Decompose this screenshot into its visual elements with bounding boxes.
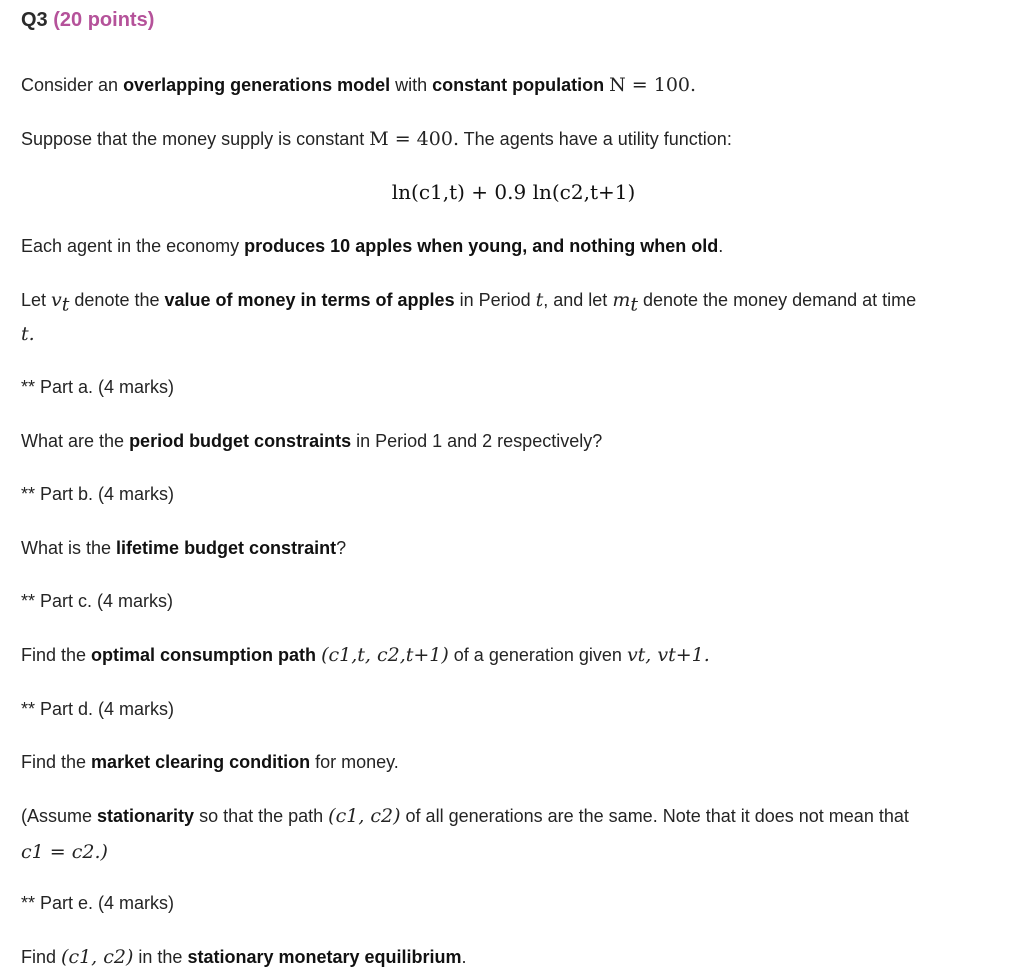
term-stationarity: stationarity (97, 806, 195, 826)
term-production: produces 10 apples when young, and nothing when old (244, 236, 719, 256)
term-stationary-equilibrium: stationary monetary equilibrium (187, 947, 462, 967)
part-e-heading: ** Part e. (4 marks) (21, 893, 175, 913)
question-title (21, 6, 154, 34)
intro-paragraph-4: Let $v_t$ denote the value of money in terms of apples in Period t, and let $m_t$ denote the money demand at time (21, 289, 917, 316)
term-value-of-money: value of money in terms of apples (164, 290, 455, 310)
part-b-question: What is the lifetime budget constraint? (21, 538, 347, 558)
utility-function: ln(c1,t) + 0.9 ln(c2,t+1) (391, 180, 636, 204)
population-equation: N = 100. (609, 74, 697, 96)
intro-paragraph-1: Consider an overlapping generations model with constant population N = 100. (21, 74, 697, 96)
part-a-question: What are the period budget constraints in Period 1 and 2 respectively? (21, 431, 603, 451)
var-v-t: v (51, 289, 62, 311)
question-number: Q3 (21, 9, 48, 31)
term-period-budget-constraints: period budget constraints (129, 431, 352, 451)
part-a-heading: ** Part a. (4 marks) (21, 377, 175, 397)
term-lifetime-budget-constraint: lifetime budget constraint (116, 538, 337, 558)
part-d-note: (Assume stationarity so that the path (c1, c2) of all generations are the same. Note that it does not mean that (21, 805, 909, 827)
intro-paragraph-2: Suppose that the money supply is constant M = 400. The agents have a utility function: (21, 128, 732, 150)
part-e-question: Find (c1, c2) in the stationary monetary equilibrium. (21, 946, 467, 968)
question-points: (20 points) (53, 9, 155, 31)
term-optimal-consumption-path: optimal consumption path (91, 645, 317, 665)
money-values: vt, vt+1. (626, 644, 710, 666)
consumption-pair: (c1, c2) (328, 805, 401, 827)
part-c-heading: ** Part c. (4 marks) (21, 591, 174, 611)
consumption-pair-e: (c1, c2) (61, 946, 134, 968)
part-d-question: Find the market clearing condition for money. (21, 752, 399, 772)
money-supply-equation: M = 400. (369, 128, 459, 150)
part-c-question: Find the optimal consumption path (c1,t, c2,t+1) of a generation given vt, vt+1. (21, 644, 710, 666)
part-b-heading: ** Part b. (4 marks) (21, 484, 175, 504)
part-d-note-line-2: c1 = c2.) (21, 841, 108, 863)
consumption-pair-t: (c1,t, c2,t+1) (321, 644, 449, 666)
var-m-t: m (612, 289, 631, 311)
var-t: t (535, 289, 544, 311)
intro-paragraph-3: Each agent in the economy produces 10 apples when young, and nothing when old. (21, 236, 724, 256)
part-d-heading: ** Part d. (4 marks) (21, 699, 175, 719)
term-market-clearing: market clearing condition (91, 752, 311, 772)
term-olg-model: overlapping generations model (123, 75, 391, 95)
intro-paragraph-4-line-2: t. (21, 323, 35, 345)
term-constant-population: constant population (432, 75, 605, 95)
